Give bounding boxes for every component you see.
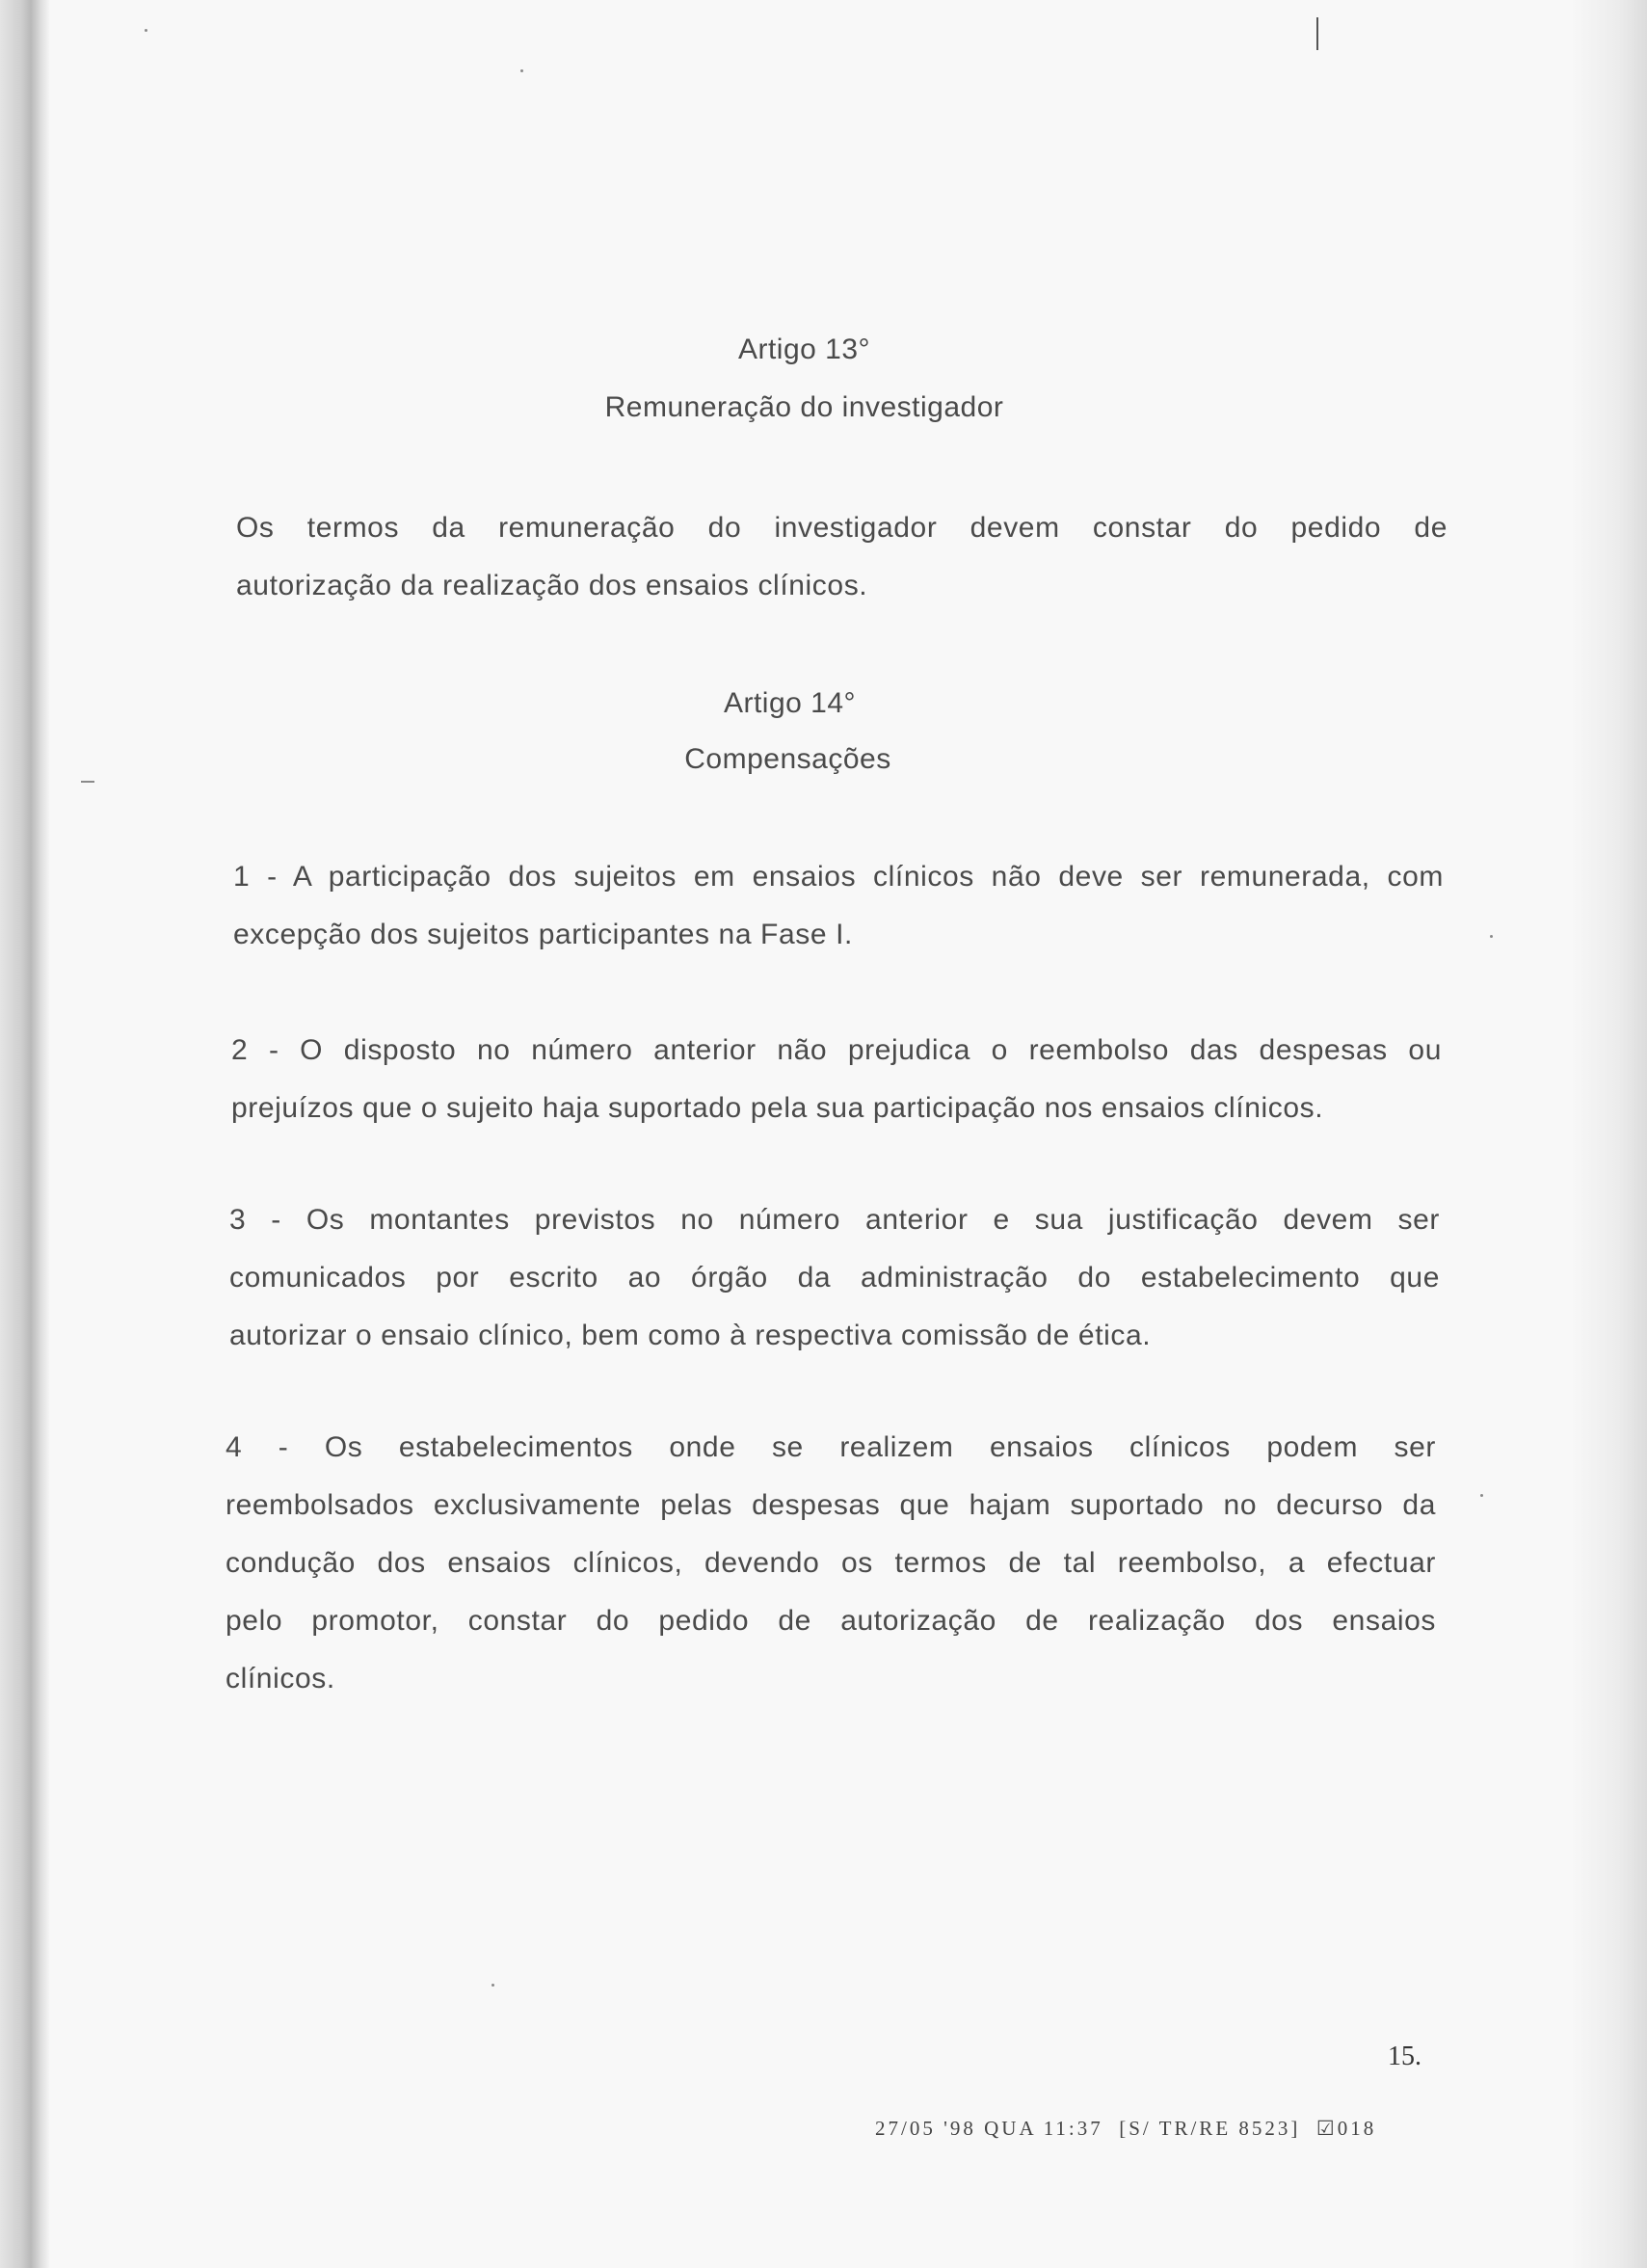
paragraph-line: excepção dos sujeitos participantes na Fase I. [233, 919, 853, 950]
article-13-heading: Artigo 13° [737, 334, 871, 365]
scan-speck [81, 781, 94, 783]
paragraph-line: 2 - O disposto no número anterior não prejudica o reembolso das despesas ou [231, 1034, 1442, 1066]
article-14-item-4 [226, 1419, 1436, 1708]
paragraph-line: autorização da realização dos ensaios clínicos. [236, 570, 868, 601]
article-14-item-1 [233, 848, 1444, 964]
article-14-title: Compensações [684, 743, 891, 775]
paragraph-line: autorizar o ensaio clínico, bem como à respectiva comissão de ética. [229, 1320, 1152, 1351]
scan-speck [520, 69, 523, 72]
article-13-title: Remuneração do investigador [604, 391, 1004, 423]
article-14-item-2 [231, 1022, 1442, 1137]
paragraph-line: condução dos ensaios clínicos, devendo os termos de tal reembolso, a efectuar [226, 1547, 1436, 1579]
scan-speck [145, 29, 147, 32]
paragraph-line: Os termos da remuneração do investigador devem constar do pedido de [236, 512, 1448, 544]
article-14-heading: Artigo 14° [723, 687, 857, 719]
paragraph-line: prejuízos que o sujeito haja suportado pela sua participação nos ensaios clínicos. [231, 1092, 1324, 1124]
paragraph-line: reembolsados exclusivamente pelas despesas que hajam suportado no decurso da [226, 1489, 1436, 1521]
fax-header: 27/05 '98 QUA 11:37 [S/ TR/RE 8523] ☑018 [875, 2117, 1377, 2140]
paragraph-line: pelo promotor, constar do pedido de autorização de realização dos ensaios [226, 1605, 1436, 1637]
scan-speck [491, 1984, 494, 1987]
page-number: 15. [1388, 2041, 1421, 2071]
paragraph-line: comunicados por escrito ao órgão da administração do estabelecimento que [229, 1262, 1440, 1294]
article-13-paragraph [236, 499, 1448, 615]
article-14-item-3 [229, 1191, 1440, 1365]
paragraph-line: 4 - Os estabelecimentos onde se realizem ensaios clínicos podem ser [226, 1431, 1436, 1463]
scan-mark [1316, 17, 1318, 50]
paragraph-line: 1 - A participação dos sujeitos em ensaios clínicos não deve ser remunerada, com [233, 861, 1444, 893]
scan-speck [1480, 1494, 1483, 1497]
paragraph-line: 3 - Os montantes previstos no número anterior e sua justificação devem ser [229, 1204, 1440, 1236]
scan-speck [1490, 935, 1493, 938]
paragraph-line: clínicos. [226, 1663, 335, 1694]
